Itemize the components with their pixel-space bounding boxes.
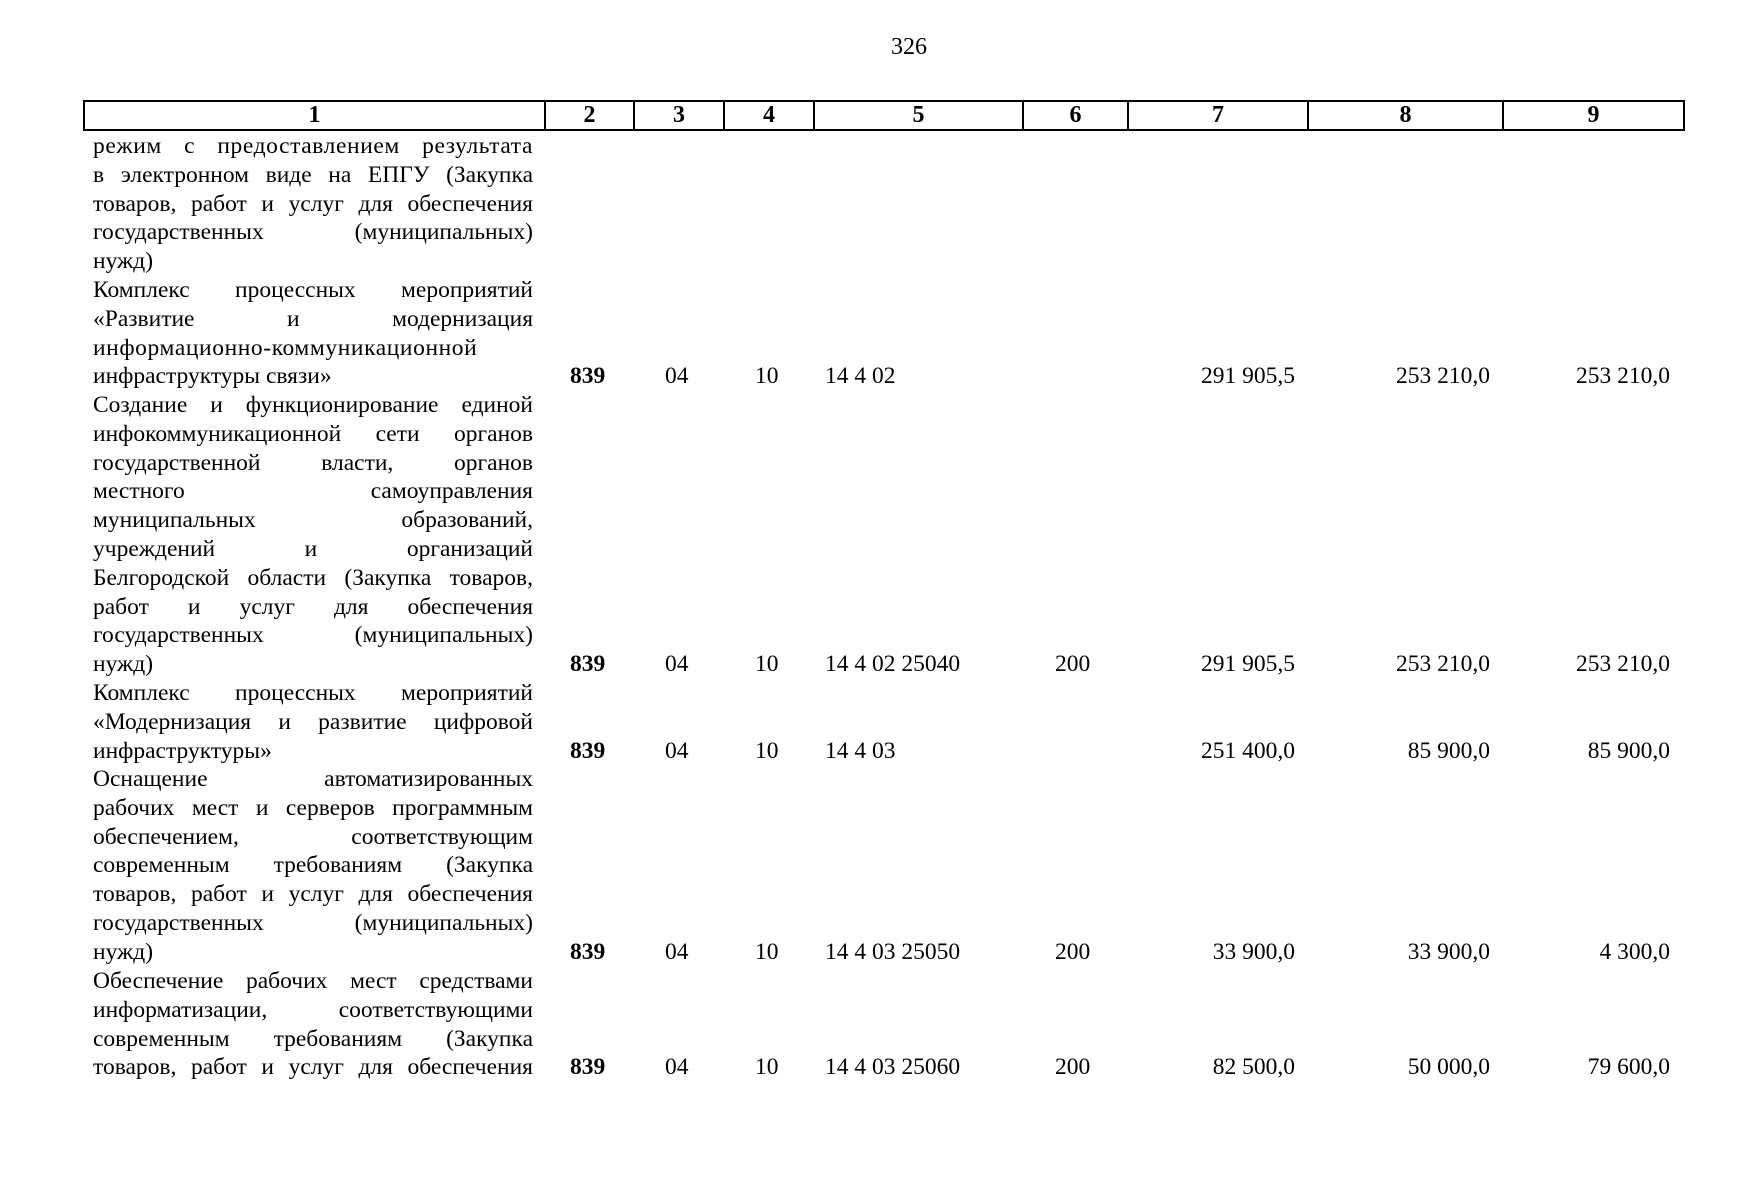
header-col-2: 2 [545, 101, 634, 130]
description-line: Создание и функционирование единой [93, 392, 533, 418]
cell-amount-1: 291 905,5 [1201, 363, 1295, 390]
description-line: обеспечением, соответствующим [93, 823, 533, 850]
cell-amount-3: 253 210,0 [1576, 651, 1670, 678]
description-line: Оснащение автоматизированных [93, 766, 533, 792]
cell-target-article: 14 4 02 [825, 363, 896, 390]
cell-section: 04 [665, 938, 689, 965]
cell-subsection: 10 [755, 363, 779, 390]
cell-target-article: 14 4 03 25060 [825, 1054, 961, 1081]
description-line: режим с предоставлением результата [93, 133, 533, 159]
cell-amount-3: 4 300,0 [1599, 938, 1670, 965]
description-line: информатизации, соответствующими [93, 996, 533, 1023]
description-line: инфраструктуры» [93, 737, 272, 764]
description-line: товаров, работ и услуг для обеспечения [93, 881, 533, 908]
description-line: нужд) [93, 651, 154, 678]
description-line: современным требованиям (Закупка [93, 852, 533, 879]
header-col-6: 6 [1023, 101, 1128, 130]
header-col-3: 3 [634, 101, 724, 130]
description-line: нужд) [93, 248, 154, 275]
description-line: Комплекс процессных мероприятий [93, 680, 533, 706]
header-col-8: 8 [1308, 101, 1503, 130]
description-line: государственных (муниципальных) [93, 909, 533, 936]
cell-amount-2: 253 210,0 [1396, 651, 1490, 678]
description-line: «Модернизация и развитие цифровой [93, 708, 533, 735]
description-line: рабочих мест и серверов программным [93, 794, 533, 821]
cell-target-article: 14 4 03 25050 [825, 938, 961, 965]
description-line: местного самоуправления [93, 478, 533, 505]
cell-expense-type: 200 [1055, 938, 1091, 965]
description-line: работ и услуг для обеспечения [93, 593, 533, 620]
header-col-4: 4 [724, 101, 814, 130]
header-col-7: 7 [1128, 101, 1308, 130]
cell-ministry-code: 839 [570, 363, 606, 390]
description-line: инфокоммуникационной сети органов [93, 420, 533, 447]
row-description [93, 765, 533, 967]
description-line: в электронном виде на ЕПГУ (Закупка [93, 161, 533, 188]
cell-amount-1: 82 500,0 [1212, 1054, 1295, 1081]
cell-expense-type: 200 [1055, 651, 1091, 678]
cell-target-article: 14 4 03 [825, 737, 896, 764]
cell-ministry-code: 839 [570, 737, 606, 764]
cell-amount-2: 85 900,0 [1407, 737, 1490, 764]
description-line: Белгородской области (Закупка товаров, [93, 564, 533, 591]
cell-amount-3: 253 210,0 [1576, 363, 1670, 390]
description-line: государственных (муниципальных) [93, 622, 533, 649]
header-col-5: 5 [814, 101, 1023, 130]
cell-section: 04 [665, 737, 689, 764]
description-line: нужд) [93, 938, 154, 965]
cell-ministry-code: 839 [570, 938, 606, 965]
cell-amount-2: 50 000,0 [1407, 1054, 1490, 1081]
cell-amount-1: 251 400,0 [1201, 737, 1295, 764]
description-line: муниципальных образований, [93, 507, 533, 534]
header-col-9: 9 [1503, 101, 1684, 130]
row-description [93, 132, 533, 276]
description-line: современным требованиям (Закупка [93, 1025, 533, 1052]
cell-section: 04 [665, 651, 689, 678]
table-header [83, 100, 1685, 131]
cell-subsection: 10 [755, 938, 779, 965]
row-description [93, 967, 533, 1082]
description-line: Обеспечение рабочих мест средствами [93, 968, 533, 994]
cell-ministry-code: 839 [570, 651, 606, 678]
description-line: товаров, работ и услуг для обеспечения [93, 1054, 533, 1081]
page-number: 326 [891, 34, 927, 60]
row-description [93, 276, 533, 391]
cell-amount-1: 33 900,0 [1212, 938, 1295, 965]
description-line: государственной власти, органов [93, 449, 533, 476]
cell-amount-2: 253 210,0 [1396, 363, 1490, 390]
description-line: Комплекс процессных мероприятий [93, 277, 533, 303]
row-description [93, 391, 533, 679]
cell-section: 04 [665, 1054, 689, 1081]
description-line: «Развитие и модернизация [93, 305, 533, 332]
cell-amount-2: 33 900,0 [1407, 938, 1490, 965]
cell-target-article: 14 4 02 25040 [825, 651, 961, 678]
description-line: товаров, работ и услуг для обеспечения [93, 190, 533, 217]
cell-amount-3: 79 600,0 [1587, 1054, 1670, 1081]
cell-subsection: 10 [755, 737, 779, 764]
header-col-1: 1 [84, 101, 545, 130]
cell-ministry-code: 839 [570, 1054, 606, 1081]
description-line: информационно-коммуникационной [93, 334, 478, 361]
description-line: инфраструктуры связи» [93, 363, 332, 390]
cell-amount-1: 291 905,5 [1201, 651, 1295, 678]
cell-section: 04 [665, 363, 689, 390]
cell-subsection: 10 [755, 651, 779, 678]
cell-amount-3: 85 900,0 [1587, 737, 1670, 764]
cell-subsection: 10 [755, 1054, 779, 1081]
header-row [84, 101, 1684, 130]
description-line: государственных (муниципальных) [93, 219, 533, 246]
row-description [93, 679, 533, 765]
description-line: учреждений и организаций [93, 535, 533, 562]
cell-expense-type: 200 [1055, 1054, 1091, 1081]
